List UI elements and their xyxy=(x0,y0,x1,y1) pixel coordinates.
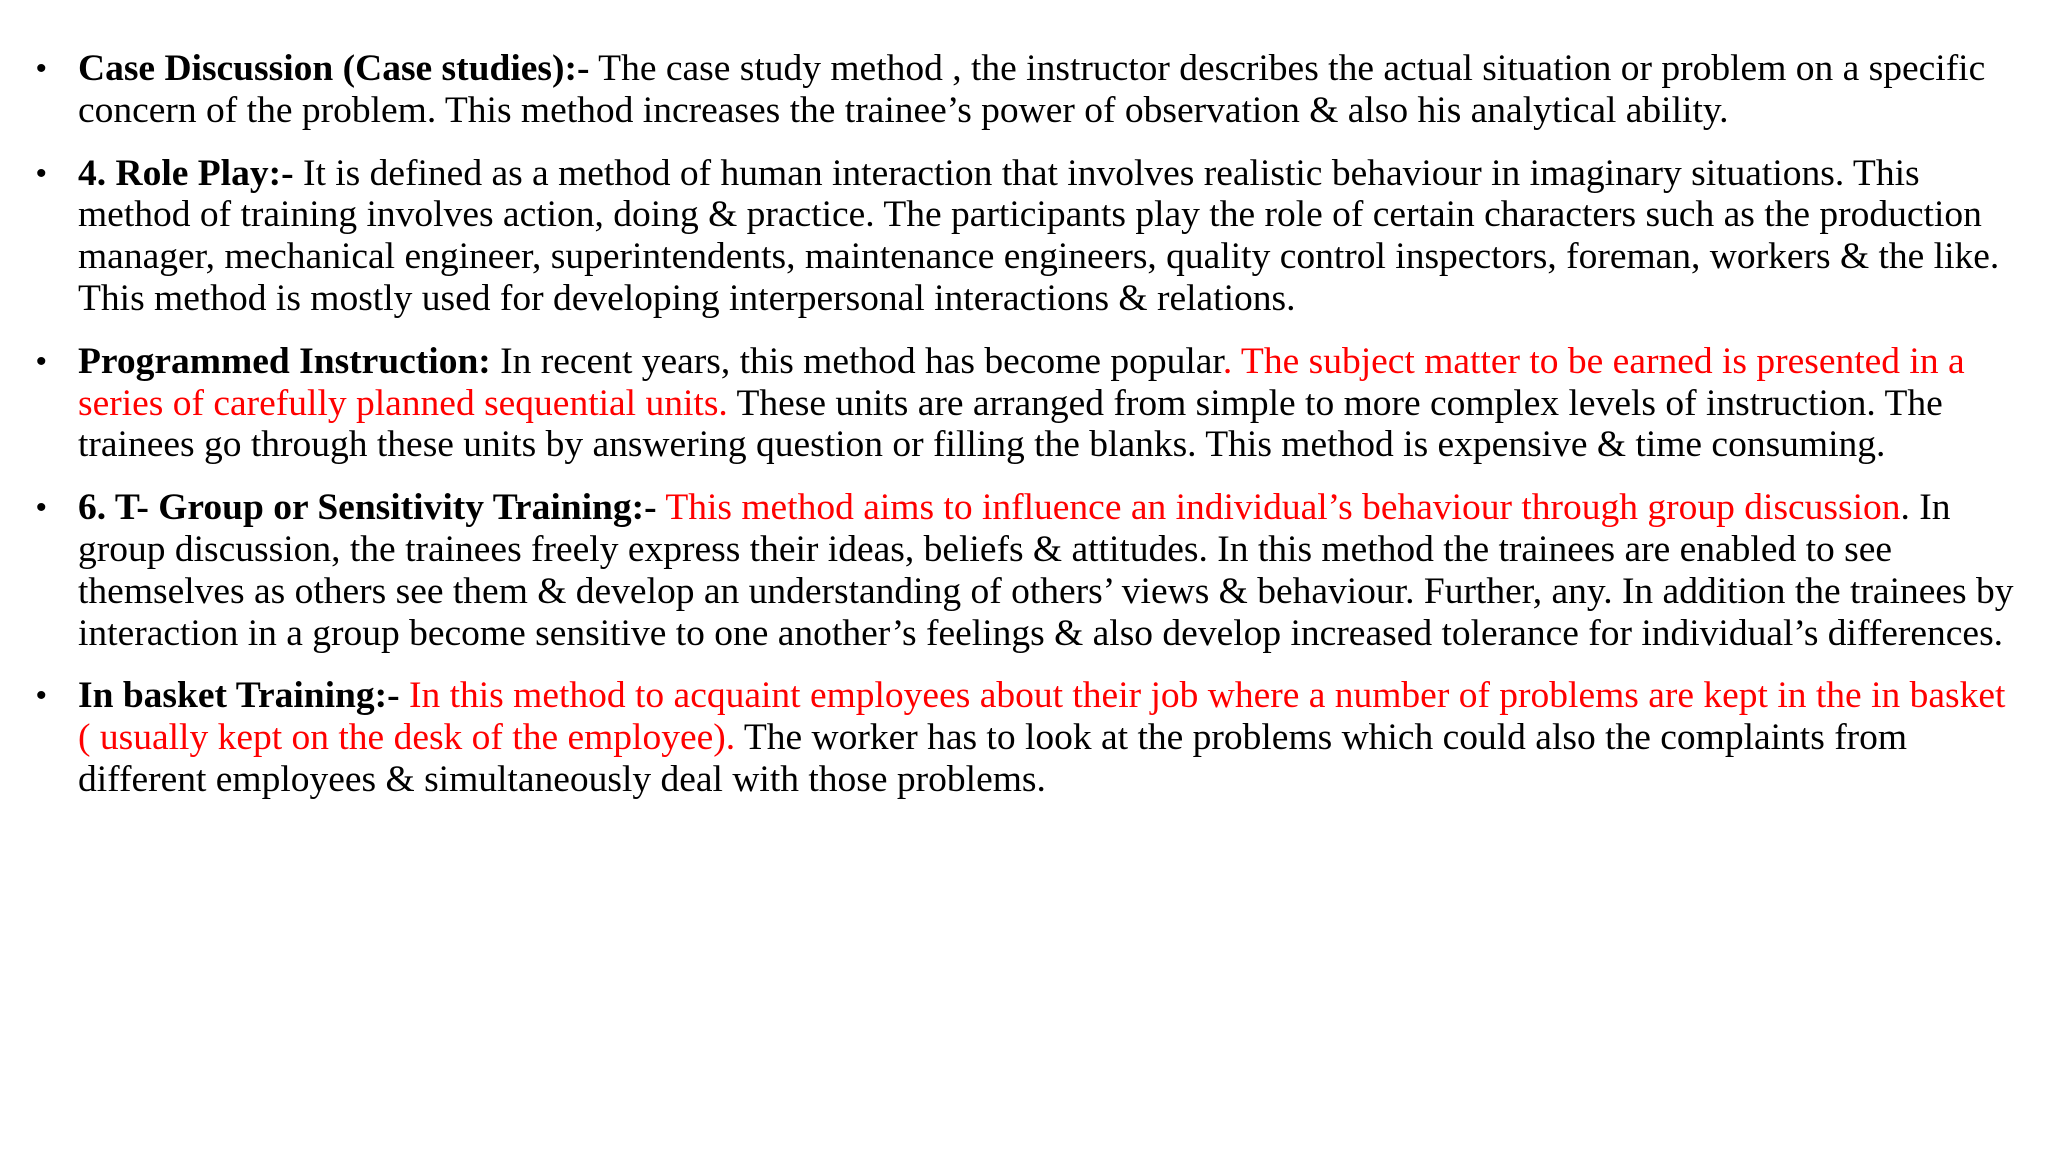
bullet-role-play xyxy=(36,153,2026,320)
bullet-programmed-instruction xyxy=(36,341,2026,466)
case-discussion-text: The case study method , the instructor describes the actual situation or problem on a specific concern of the problem. This method increases the trainee’s power of observation & also his analytical ability. xyxy=(78,48,1986,131)
bullet-t-group-training xyxy=(36,487,2026,654)
bullet-in-basket-training xyxy=(36,675,2026,800)
programmed-instruction-text-2: These units are arranged from simple to more complex levels of instruction. The trainees go through these units by answering question or filling the blanks. This method is expensive & time consuming. xyxy=(78,382,1943,466)
bullet-dot-icon: • xyxy=(36,344,47,378)
in-basket-text: The worker has to look at the problems which could also the complaints from different employees & simultaneously deal with those problems. xyxy=(78,717,1908,800)
role-play-text: It is defined as a method of human interaction that involves realistic behaviour in imaginary situations. This method of training involves action, doing & practice. The participants play the role of certain characters such as the production manager, mechanical engineer, superintendents, maintenance engineers, quality control inspectors, foreman, workers & the like. This method is mostly used for developing interpersonal interactions & relations. xyxy=(78,152,2000,319)
bullet-dot-icon: • xyxy=(36,679,47,713)
t-group-text: . In group discussion, the trainees freely express their ideas, beliefs & attitudes. In this method the trainees are enabled to see themselves as others see them & develop an understanding of others’ views & behaviour. Further, any. In addition the trainees by interaction in a group become sensitive to one another’s feelings & also develop increased tolerance for individual’s differences. xyxy=(78,487,2014,654)
programmed-instruction-text: In recent years, this method has become popular xyxy=(490,340,1223,382)
t-group-heading: 6. T- Group or Sensitivity Training:- xyxy=(78,487,657,529)
bullet-dot-icon: • xyxy=(36,52,47,85)
bullet-case-discussion xyxy=(36,48,2026,132)
in-basket-highlight: In this method to acquaint employees about their job where a number of problems are kept in the in basket ( usually kept on the desk of the employee). xyxy=(78,675,2006,759)
bullet-list xyxy=(36,48,2026,822)
in-basket-heading: In basket Training:- xyxy=(78,675,400,717)
case-discussion-heading: Case Discussion (Case studies):- xyxy=(78,48,590,89)
t-group-highlight: This method aims to influence an individual’s behaviour through group discussion xyxy=(665,487,1901,529)
programmed-instruction-heading: Programmed Instruction: xyxy=(78,340,491,382)
bullet-dot-icon: • xyxy=(36,491,47,525)
bullet-dot-icon: • xyxy=(36,156,47,190)
programmed-instruction-highlight: . The subject matter to be earned is presented in a series of carefully planned sequential units. xyxy=(78,340,1965,424)
role-play-heading: 4. Role Play:- xyxy=(78,152,294,194)
t-group-spacer xyxy=(657,487,666,528)
